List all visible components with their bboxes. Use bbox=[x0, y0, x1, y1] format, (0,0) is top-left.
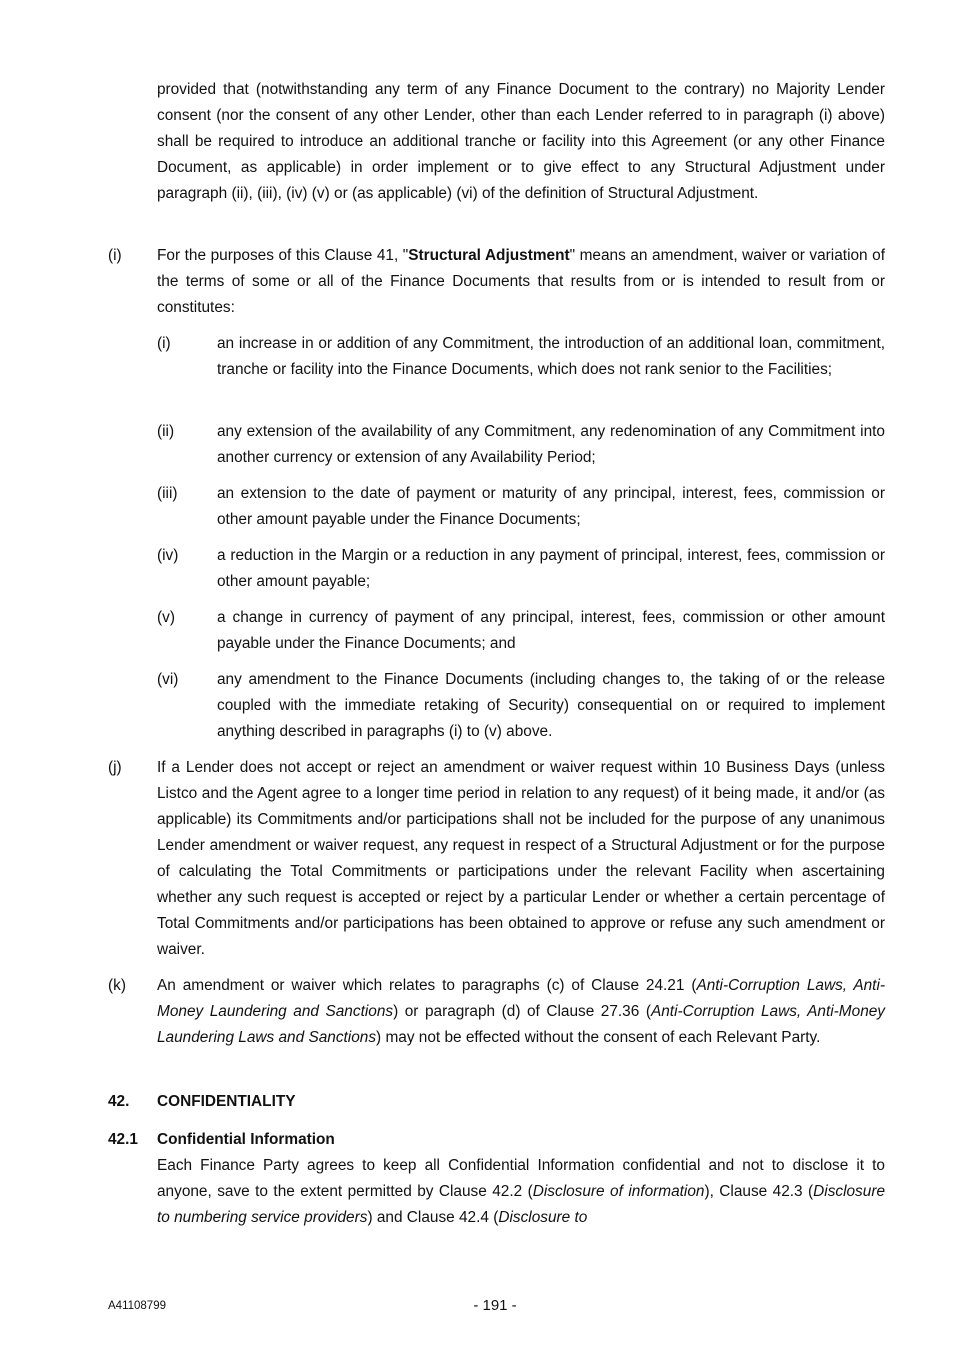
subitem-label: (ii) bbox=[157, 423, 175, 440]
paragraph-text: For the purposes of this Clause 41, "Structural Adjustment" means an amendment, waiver or variation of the terms of some or all of the Finance Documents that results from or is intended to result from or constitutes: bbox=[157, 247, 885, 316]
clause-title: Anti-Corruption Laws, Anti-Money Laundering Laws and Sanctions bbox=[157, 1003, 886, 1046]
document-reference: A41108799 bbox=[108, 1300, 166, 1312]
subitem-text: an increase in or addition of any Commitment, the introduction of an additional loan, commitment, tranche or facility into the Finance Documents, which does not rank senior to the Facilities; bbox=[217, 335, 885, 378]
subitem-text: any extension of the availability of any Commitment, any redenomination of any Commitment into another currency or extension of any Availability Period; bbox=[217, 423, 885, 466]
paragraph-label: (i) bbox=[108, 247, 122, 264]
subsection-heading bbox=[108, 1127, 335, 1153]
lead-paragraph: provided that (notwithstanding any term of any Finance Document to the contrary) no Majority Lender consent (nor the consent of any other Lender, other than each Lender referred to in paragraph (i) above) shall be required to introduce an additional tranche or facility into this Agreement (or any other Finance Document, as applicable) in order implement or to give effect to any Structural Adjustment under paragraph (ii), (iii), (iv) (v) or (as applicable) (vi) of the definition of Structural Adjustment. bbox=[157, 81, 885, 202]
subitem-label: (iv) bbox=[157, 547, 179, 564]
section-number: 42. bbox=[108, 1093, 130, 1110]
paragraph-text: If a Lender does not accept or reject an amendment or waiver request within 10 Business Days (unless Listco and the Agent agree to a longer time period in relation to any request) of it being made, it and/or (as applicable) its Commitments and/or participations shall not be included for the purpose of any unanimous Lender amendment or waiver request, any request in respect of a Structural Adjustment or for the purpose of calculating the Total Commitments or participations under the relevant Facility when ascertaining whether any such request is accepted or reject by a particular Lender or whether a certain percentage of Total Commitments and/or participations has been obtained to approve or refuse any such amendment or waiver. bbox=[157, 759, 885, 958]
paragraph-text: An amendment or waiver which relates to paragraphs (c) of Clause 24.21 (Anti-Corruption Laws, Anti-Money Laundering and Sanctions) or paragraph (d) of Clause 27.36 (Anti-Corruption Laws, Anti-Money Laundering Laws and Sanctions) may not be effected without the consent of each Relevant Party. bbox=[157, 977, 886, 1046]
defined-term: Structural Adjustment bbox=[408, 247, 570, 264]
subsection-title: Confidential Information bbox=[157, 1131, 335, 1148]
subitem-text: an extension to the date of payment or maturity of any principal, interest, fees, commission or other amount payable under the Finance Documents; bbox=[217, 485, 885, 528]
clause-title: Disclosure to bbox=[498, 1209, 588, 1226]
subsection-number: 42.1 bbox=[108, 1131, 138, 1148]
page-number: - 191 - bbox=[473, 1297, 517, 1314]
section-heading bbox=[108, 1089, 296, 1115]
paragraph-label: (k) bbox=[108, 977, 126, 994]
clause-title: Disclosure to numbering service providers bbox=[157, 1183, 885, 1226]
subitem-text: any amendment to the Finance Documents (including changes to, the taking of or the release coupled with the immediate retaking of Security) consequential on or required to implement anything described in paragraphs (i) to (v) above. bbox=[217, 671, 885, 740]
subitem-label: (v) bbox=[157, 609, 175, 626]
clause-title: Disclosure of information bbox=[532, 1183, 705, 1200]
subitem-label: (iii) bbox=[157, 485, 178, 502]
paragraph-label: (j) bbox=[108, 759, 122, 776]
subitem-label: (vi) bbox=[157, 671, 179, 688]
confidentiality-paragraph: Each Finance Party agrees to keep all Confidential Information confidential and not to disclose it to anyone, save to the extent permitted by Clause 42.2 (Disclosure of information), Clause 42.3 (Disclosure to numbering service providers) and Clause 42.4 (Disclosure to bbox=[157, 1157, 885, 1226]
subitem-text: a change in currency of payment of any principal, interest, fees, commission or other amount payable under the Finance Documents; and bbox=[217, 609, 885, 652]
section-title: CONFIDENTIALITY bbox=[157, 1093, 296, 1110]
clause-title: Anti-Corruption Laws, Anti-Money Laundering and Sanctions bbox=[157, 977, 886, 1020]
subitem-label: (i) bbox=[157, 335, 171, 352]
subitem-text: a reduction in the Margin or a reduction in any payment of principal, interest, fees, commission or other amount payable; bbox=[217, 547, 885, 590]
